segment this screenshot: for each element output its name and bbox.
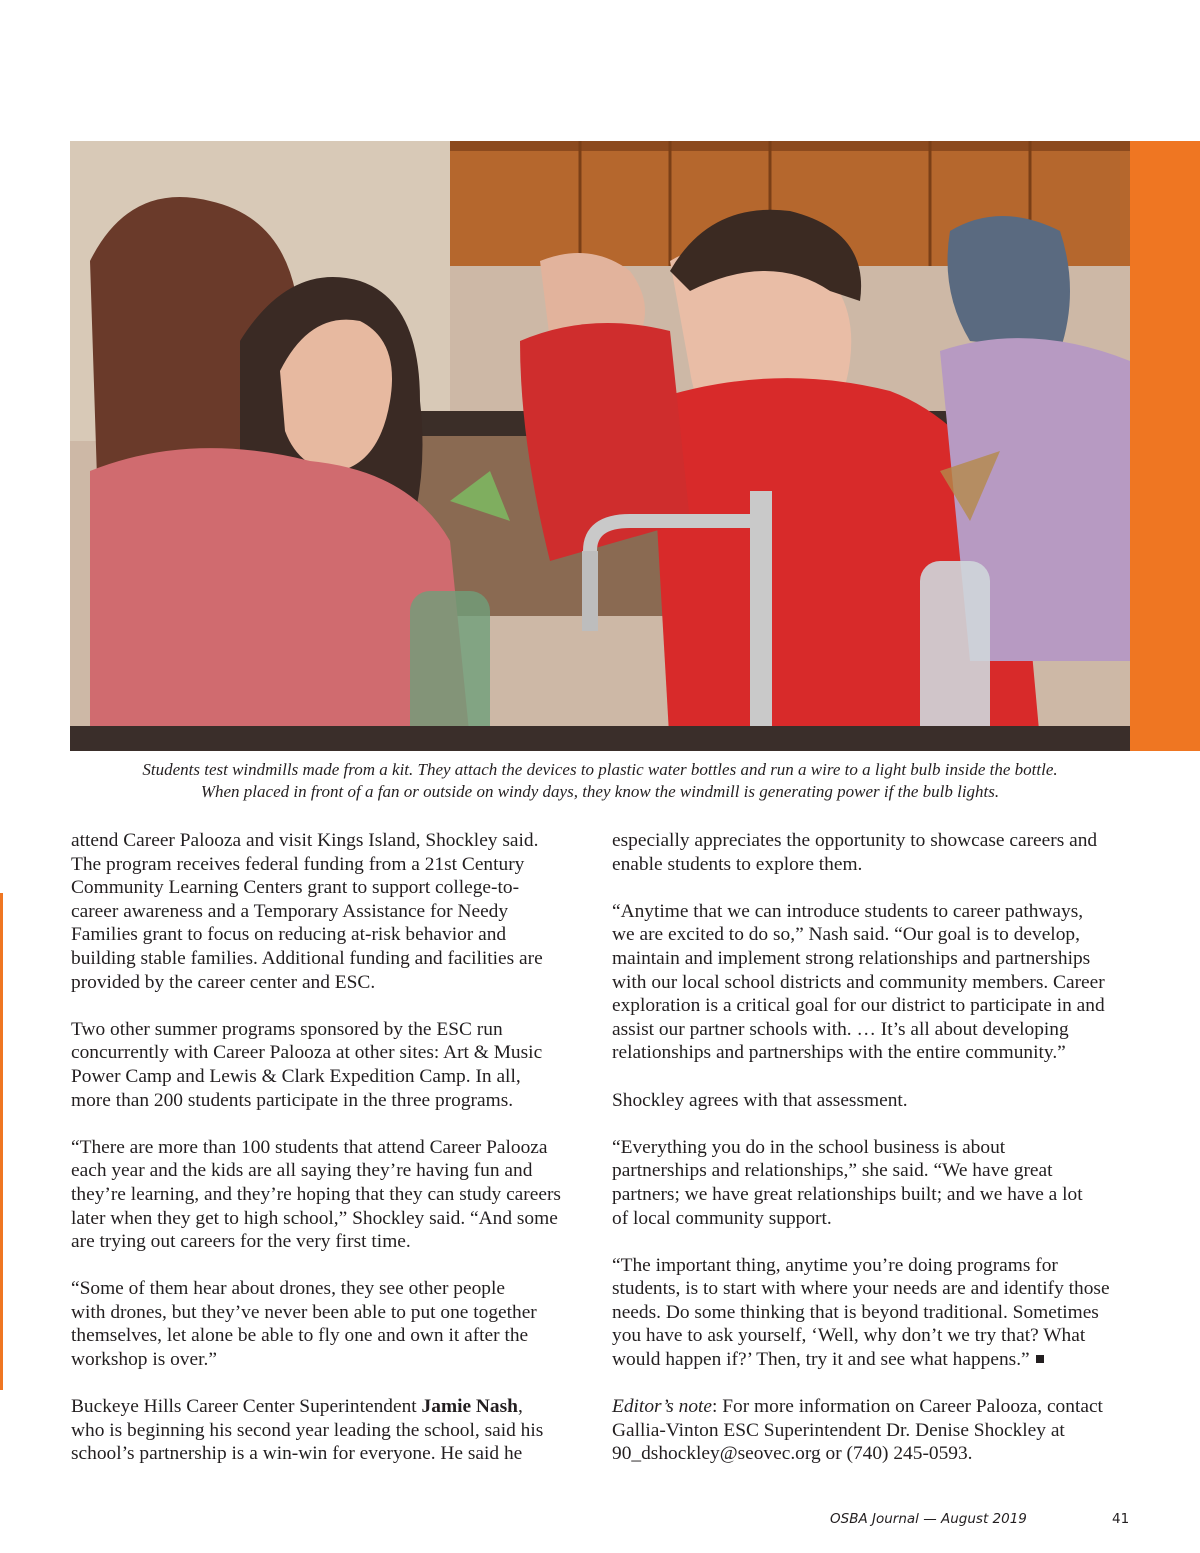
- text-line: provided by the career center and ESC.: [71, 971, 376, 993]
- text-run: : For more information on Career Palooza, contact: [712, 1396, 1103, 1418]
- text-line: career awareness and a Temporary Assistance for Needy: [71, 900, 509, 922]
- text-line: with drones, but they’ve never been able to put one together: [71, 1301, 537, 1323]
- orange-edge-tab: [1130, 141, 1200, 751]
- text-line: “There are more than 100 students that attend Career Palooza: [71, 1136, 548, 1158]
- text-line: we are excited to do so,” Nash said. “Our goal is to develop,: [612, 924, 1080, 946]
- editors-note: [612, 1395, 1132, 1466]
- text-line: The program receives federal funding from a 21st Century: [71, 853, 525, 875]
- text-run: ,: [517, 1396, 523, 1418]
- caption-line: When placed in front of a fan or outside on windy days, they know the windmill is generating power if the bulb lights.: [200, 782, 1000, 801]
- paragraph: [71, 1395, 581, 1466]
- text-line: assist our partner schools with. … It’s all about developing: [612, 1018, 1069, 1040]
- text-line: especially appreciates the opportunity to showcase careers and: [612, 830, 1098, 851]
- text-line: with our local school districts and community members. Career: [612, 971, 1105, 993]
- page-number: 41: [1112, 1511, 1130, 1527]
- person-name: Jamie Nash: [421, 1396, 518, 1418]
- text-line: “Some of them hear about drones, they see other people: [71, 1278, 505, 1300]
- text-line: Two other summer programs sponsored by the ESC run: [71, 1018, 503, 1040]
- text-line: “Anytime that we can introduce students to career pathways,: [612, 900, 1084, 922]
- text-line: each year and the kids are all saying they’re having fun and: [71, 1160, 533, 1182]
- article-photo: [70, 141, 1130, 751]
- paragraph: [71, 829, 581, 994]
- paragraph: [71, 1277, 581, 1371]
- text-line: maintain and implement strong relationships and partnerships: [612, 947, 1091, 969]
- text-line: Gallia-Vinton ESC Superintendent Dr. Denise Shockley at: [612, 1419, 1065, 1441]
- text-line: relationships and partnerships with the entire community.”: [612, 1042, 1066, 1064]
- paragraph: [612, 829, 1132, 876]
- text-line: students, is to start with where your needs are and identify those: [612, 1278, 1110, 1300]
- text-line: Power Camp and Lewis & Clark Expedition Camp. In all,: [71, 1065, 521, 1087]
- text-line: needs. Do some thinking that is beyond traditional. Sometimes: [612, 1301, 1099, 1323]
- text-line: Shockley agrees with that assessment.: [612, 1089, 908, 1111]
- text-run: would happen if?’ Then, try it and see what happens.”: [612, 1349, 1030, 1371]
- paragraph: [71, 1018, 581, 1112]
- paragraph: [612, 1136, 1132, 1230]
- photo-of-students-testing-windmills: [70, 141, 1130, 751]
- text-line: partnerships and relationships,” she said. “We have great: [612, 1160, 1053, 1182]
- text-line: partners; we have great relationships built; and we have a lot: [612, 1183, 1083, 1205]
- paragraph: [71, 1136, 581, 1254]
- article-column-left: [71, 829, 581, 1466]
- text-line: [612, 1348, 1132, 1372]
- text-line: school’s partnership is a win-win for everyone. He said he: [71, 1443, 523, 1465]
- text-line: more than 200 students participate in the three programs.: [71, 1089, 514, 1111]
- text-line: who is beginning his second year leading the school, said his: [71, 1419, 544, 1441]
- text-line: “The important thing, anytime you’re doing programs for: [612, 1254, 1058, 1276]
- text-line: workshop is over.”: [71, 1349, 217, 1371]
- text-line: you have to ask yourself, ‘Well, why don’t we try that? What: [612, 1325, 1086, 1347]
- caption-line: Students test windmills made from a kit. They attach the devices to plastic water bottles and run a wire to a light bulb inside the bottle.: [142, 760, 1058, 779]
- text-line: concurrently with Career Palooza at other sites: Art & Music: [71, 1042, 543, 1064]
- photo-caption: [60, 759, 1140, 803]
- text-line: they’re learning, and they’re hoping that they can study careers: [71, 1183, 561, 1205]
- text-line: “Everything you do in the school business is about: [612, 1136, 1006, 1158]
- text-line: are trying out careers for the very first time.: [71, 1231, 411, 1253]
- text-line: [71, 1395, 581, 1419]
- text-line: later when they get to high school,” Shockley said. “And some: [71, 1207, 558, 1229]
- journal-title: OSBA Journal — August 2019: [830, 1511, 1027, 1527]
- paragraph: [612, 1254, 1132, 1372]
- orange-margin-rule: [0, 893, 3, 1390]
- text-line: Community Learning Centers grant to support college-to-: [71, 877, 520, 899]
- paragraph: [612, 900, 1132, 1065]
- end-of-story-icon: [1036, 1355, 1044, 1363]
- text-line: [612, 1395, 1132, 1419]
- text-line: themselves, let alone be able to fly one and own it after the: [71, 1325, 529, 1347]
- text-line: building stable families. Additional funding and facilities are: [71, 947, 543, 969]
- text-line: Families grant to focus on reducing at-risk behavior and: [71, 924, 507, 946]
- note-label: Editor’s note: [612, 1396, 713, 1418]
- text-run: Buckeye Hills Career Center Superintendent: [71, 1396, 422, 1418]
- text-line: attend Career Palooza and visit Kings Island, Shockley said.: [71, 830, 539, 851]
- paragraph: [612, 1089, 1132, 1113]
- text-line: of local community support.: [612, 1207, 832, 1229]
- article-column-right: [612, 829, 1132, 1466]
- text-line: enable students to explore them.: [612, 853, 863, 875]
- text-line: 90_dshockley@seovec.org or (740) 245-0593.: [612, 1443, 973, 1465]
- text-line: exploration is a critical goal for our district to participate in and: [612, 995, 1105, 1017]
